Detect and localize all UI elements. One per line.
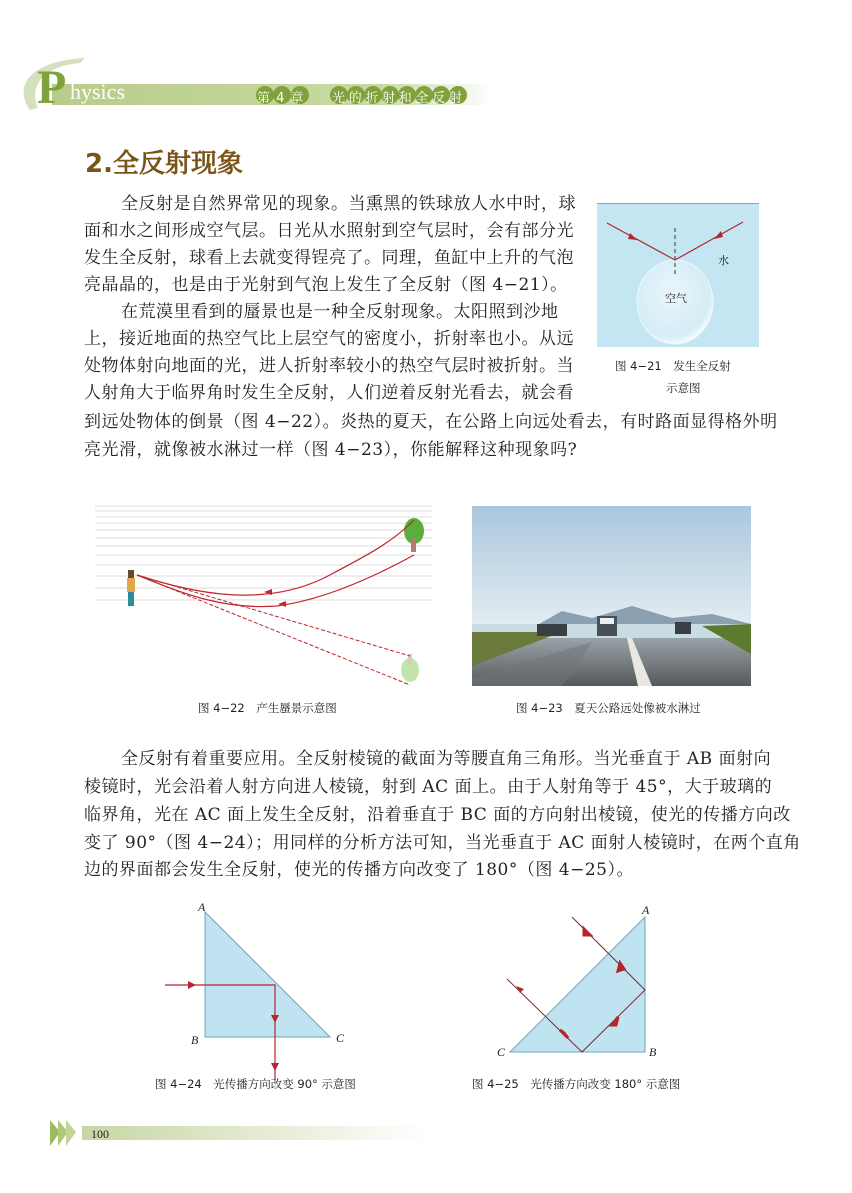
figure-4-21-bubble-diagram: [597, 203, 759, 347]
inverted-tree-icon: [401, 654, 419, 682]
text-line: 面和水之间形成空气层。日光从水照射到空气层时，会有部分光: [84, 221, 574, 241]
figure-4-25-prism-180: [480, 895, 680, 1065]
vertex-a-label: A: [198, 900, 206, 914]
figure-4-24-prism-90: [150, 900, 350, 1085]
vertex-c-label: C: [336, 1031, 345, 1045]
figure-4-25-caption: 图 4−25 光传播方向改变 180° 示意图: [472, 1077, 681, 1091]
text-line: 亮光滑，就像被水淋过一样（图 4−23），你能解释这种现象吗?: [84, 440, 578, 460]
figure-4-22-caption: 图 4−22 产生蜃景示意图: [198, 701, 337, 715]
text-line: 变了 90°（图 4−24）；用同样的分析方法可知，当光垂直于 AC 面射人棱镜时，在两个直角: [84, 833, 801, 853]
figure-4-24-caption: 图 4−24 光传播方向改变 90° 示意图: [155, 1077, 356, 1091]
vertex-a-label: A: [642, 903, 650, 917]
text-line: 边的界面都会发生全反射，使光的传播方向改变了 180°（图 4−25）。: [84, 860, 634, 880]
figure-4-23-road-photo: [472, 506, 751, 686]
text-line: 全反射是自然界常见的现象。当熏黑的铁球放人水中时，球: [121, 194, 576, 214]
vertex-c-label: C: [497, 1045, 506, 1059]
chapter-title: 光的折射和全反射: [332, 91, 466, 106]
text-line: 在荒漠里看到的蜃景也是一种全反射现象。太阳照到沙地: [121, 302, 559, 322]
figure-4-22-mirage-diagram: [92, 498, 437, 690]
vertex-b-label: B: [649, 1045, 657, 1059]
text-line: 临界角，光在 AC 面上发生全反射，沿着垂直于 BC 面的方向射出棱镜，使光的传播方向改: [84, 805, 791, 825]
text-line: 到远处物体的倒景（图 4−22）。炎热的夏天，在公路上向远处看去，有时路面显得格外明: [84, 412, 778, 432]
text-line: 棱镜时，光会沿着人射方向进人棱镜，射到 AC 面上。由于人射角等于 45°，大于玻璃的: [84, 777, 773, 797]
text-line: 亮晶晶的，也是由于光射到气泡上发生了全反射（图 4−21）。: [84, 275, 568, 295]
label-water: 水: [718, 254, 729, 267]
text-line: 处物体射向地面的光，进人折射率较小的热空气层时被折射。当: [84, 356, 574, 376]
vertex-b-label: B: [191, 1033, 199, 1047]
section-title: 2.全反射现象: [85, 149, 243, 179]
figure-4-23-caption: 图 4−23 夏天公路远处像被水淋过: [516, 701, 701, 715]
figure-4-21-caption: 图 4−21 发生全反射: [615, 359, 731, 373]
person-icon: [127, 570, 135, 606]
text-line: 发生全反射，球看上去就变得锃亮了。同理，鱼缸中上升的气泡: [84, 248, 574, 268]
tree-icon: [404, 518, 424, 552]
text-line: 上，接近地面的热空气比上层空气的密度小，折射率也小。从远: [84, 329, 574, 349]
text-line: 人射角大于临界角时发生全反射，人们逆着反射光看去，就会看: [84, 383, 574, 403]
page-number: 100: [91, 1127, 109, 1141]
text-line: 全反射有着重要应用。全反射棱镜的截面为等腰直角三角形。当光垂直于 AB 面射向: [121, 749, 772, 769]
figure-4-21-caption-2: 示意图: [666, 381, 701, 395]
brand-initial: P: [37, 61, 67, 114]
chapter-number: 第 4 章: [257, 91, 305, 106]
page-header: [0, 50, 852, 120]
brand-name: hysics: [70, 79, 125, 104]
label-air: 空气: [665, 292, 687, 305]
